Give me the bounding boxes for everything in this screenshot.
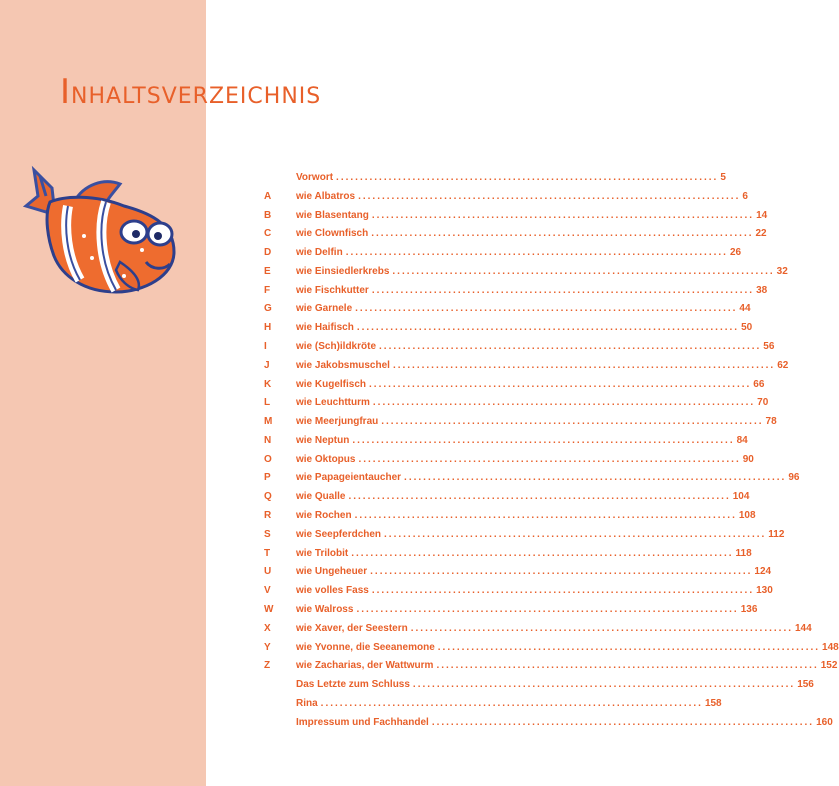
toc-leader-dots: ................................................................................ xyxy=(410,622,793,634)
toc-page-number: 66 xyxy=(753,378,765,390)
toc-leader-dots: ................................................................................ xyxy=(348,491,731,503)
toc-letter: Z xyxy=(264,660,271,672)
toc-entry-label: wie Oktopus xyxy=(296,453,356,465)
toc-row xyxy=(259,491,750,508)
toc-letter: H xyxy=(264,322,272,334)
toc-page-number: 38 xyxy=(756,284,768,296)
toc-entry-label: wie Meerjungfrau xyxy=(296,416,379,428)
toc-entry-label: wie Ungeheuer xyxy=(296,566,368,578)
clownfish-figurine-illustration xyxy=(24,166,192,306)
toc-entry xyxy=(296,585,773,597)
toc-leader-dots: ................................................................................ xyxy=(358,453,741,465)
toc-entry xyxy=(296,209,768,221)
toc-entry-label: wie Fischkutter xyxy=(296,284,369,296)
toc-letter: Y xyxy=(264,641,271,653)
toc-entry xyxy=(296,341,775,353)
toc-page-number: 6 xyxy=(742,190,748,202)
toc-row xyxy=(259,322,753,339)
toc-leader-dots: ................................................................................ xyxy=(369,378,752,390)
toc-letter: A xyxy=(264,190,272,202)
toc-page-number: 108 xyxy=(738,510,756,522)
toc-page-number: 62 xyxy=(777,359,789,371)
toc-entry-label: wie Walross xyxy=(296,603,354,615)
toc-row xyxy=(259,660,838,677)
title-initial: I xyxy=(60,72,72,112)
toc-row xyxy=(259,716,833,734)
toc-entry xyxy=(296,491,750,503)
toc-row xyxy=(259,303,751,320)
toc-entry-label: Vorwort xyxy=(296,172,334,183)
toc-row xyxy=(259,547,752,565)
toc-entry xyxy=(296,265,788,277)
toc-row xyxy=(259,416,777,433)
toc-row xyxy=(259,228,767,245)
toc-entry-label: wie Leuchtturm xyxy=(296,397,370,409)
toc-row xyxy=(259,209,768,227)
toc-entry xyxy=(296,641,839,653)
toc-letter: T xyxy=(264,547,271,559)
toc-page-number: 84 xyxy=(736,434,748,446)
toc-page-number: 5 xyxy=(720,172,726,183)
toc-row xyxy=(259,472,800,489)
toc-page-number: 118 xyxy=(735,547,752,559)
toc-entry-label: wie Xaver, der Seestern xyxy=(296,622,408,634)
toc-page-number: 14 xyxy=(756,209,768,221)
toc-letter: O xyxy=(264,453,272,465)
toc-leader-dots: ................................................................................ xyxy=(392,359,776,371)
toc-leader-dots: ................................................................................ xyxy=(381,416,764,428)
toc-row xyxy=(259,190,748,208)
toc-row xyxy=(259,622,812,640)
toc-leader-dots: ................................................................................ xyxy=(431,716,815,728)
toc-entry xyxy=(296,416,777,428)
toc-page-number: 104 xyxy=(732,491,750,503)
toc-leader-dots: ................................................................................ xyxy=(351,547,734,559)
toc-entry-label: wie Rochen xyxy=(296,510,352,522)
toc-letter: R xyxy=(264,510,272,522)
toc-entry xyxy=(296,322,753,334)
toc-leader-dots: ................................................................................ xyxy=(336,172,719,183)
toc-page-number: 144 xyxy=(795,622,812,634)
toc-leader-dots: ................................................................................ xyxy=(404,472,787,484)
toc-entry-label: wie Delfin xyxy=(296,247,343,259)
toc-leader-dots: ................................................................................ xyxy=(436,660,819,672)
toc-letter: Q xyxy=(264,491,272,503)
toc-leader-dots: ................................................................................ xyxy=(356,603,739,615)
toc-letter: C xyxy=(264,228,272,240)
toc-leader-dots: ................................................................................ xyxy=(320,697,703,709)
toc-page-number: 148 xyxy=(822,641,839,653)
toc-letter: E xyxy=(264,265,271,277)
toc-entry xyxy=(296,247,742,259)
toc-page-number: 112 xyxy=(768,528,785,540)
toc-row xyxy=(259,397,769,414)
toc-letter: G xyxy=(264,303,272,315)
toc-entry xyxy=(296,190,748,202)
toc-page-number: 50 xyxy=(741,322,753,334)
toc-letter: U xyxy=(264,566,272,578)
toc-entry xyxy=(296,622,812,634)
title-rest: NHALTSVERZEICHNIS xyxy=(71,84,322,109)
toc-entry-label: wie Haifisch xyxy=(296,322,354,334)
toc-row xyxy=(259,697,722,715)
toc-row xyxy=(259,679,814,696)
toc-entry-label: wie Yvonne, die Seeanemone xyxy=(296,641,435,653)
toc-entry-label: wie Zacharias, der Wattwurm xyxy=(296,660,434,672)
toc-entry xyxy=(296,472,800,484)
toc-leader-dots: ................................................................................ xyxy=(384,528,767,540)
toc-entry xyxy=(296,172,726,183)
page-title xyxy=(60,72,321,112)
toc-page-number: 130 xyxy=(756,585,773,597)
toc-entry-label: wie Qualle xyxy=(296,491,346,503)
toc-leader-dots: ................................................................................ xyxy=(392,265,775,277)
toc-letter: B xyxy=(264,209,272,221)
toc-page-number: 158 xyxy=(704,697,722,709)
toc-entry-label: wie Trilobit xyxy=(296,547,349,559)
toc-page-number: 44 xyxy=(739,303,751,315)
toc-entry-label: wie Einsiedlerkrebs xyxy=(296,265,390,277)
toc-entry xyxy=(296,228,767,240)
toc-leader-dots: ................................................................................ xyxy=(371,209,755,221)
toc-entry xyxy=(296,453,754,465)
toc-letter: P xyxy=(264,472,271,484)
toc-row xyxy=(259,603,758,621)
toc-leader-dots: ................................................................................ xyxy=(371,228,754,240)
toc-entry-label: wie Blasentang xyxy=(296,209,369,221)
toc-entry-label: wie Papageientaucher xyxy=(296,472,402,484)
toc-leader-dots: ................................................................................ xyxy=(371,284,755,296)
toc-leader-dots: ................................................................................ xyxy=(352,434,735,446)
toc-page-number: 124 xyxy=(754,566,772,578)
toc-row xyxy=(259,284,768,302)
toc-row xyxy=(259,172,726,189)
toc-entry xyxy=(296,566,772,578)
toc-entry-label: wie Seepferdchen xyxy=(296,528,382,540)
toc-leader-dots: ................................................................................ xyxy=(345,247,728,259)
toc-row xyxy=(259,585,773,602)
toc-entry-label: wie Kugelfisch xyxy=(296,378,367,390)
toc-leader-dots: ................................................................................ xyxy=(371,585,755,597)
toc-entry-label: Das Letzte zum Schluss xyxy=(296,679,410,691)
toc-row xyxy=(259,528,785,546)
toc-entry xyxy=(296,434,748,446)
toc-row xyxy=(259,510,756,527)
toc-entry xyxy=(296,510,756,522)
toc-row xyxy=(259,359,789,377)
toc-row xyxy=(259,247,742,264)
toc-entry-label: wie Jakobsmuschel xyxy=(296,359,390,371)
toc-entry-label: wie Neptun xyxy=(296,434,350,446)
toc-letter: I xyxy=(264,341,267,353)
toc-row xyxy=(259,378,765,396)
toc-page-number: 156 xyxy=(797,679,814,691)
toc-entry xyxy=(296,603,758,615)
toc-entry xyxy=(296,697,722,709)
toc-row xyxy=(259,341,775,358)
toc-entry xyxy=(296,378,765,390)
toc-letter: W xyxy=(264,603,274,615)
toc-entry xyxy=(296,528,785,540)
toc-letter: K xyxy=(264,378,272,390)
toc-entry-label: wie Clownfisch xyxy=(296,228,369,240)
toc-page-number: 70 xyxy=(757,397,769,409)
toc-leader-dots: ................................................................................ xyxy=(437,641,821,653)
toc-leader-dots: ................................................................................ xyxy=(370,566,753,578)
toc-leader-dots: ................................................................................ xyxy=(379,341,762,353)
toc-entry xyxy=(296,284,768,296)
toc-page-number: 160 xyxy=(816,716,833,728)
toc-letter: D xyxy=(264,247,272,259)
toc-page-number: 96 xyxy=(788,472,800,484)
toc-leader-dots: ................................................................................ xyxy=(412,679,796,691)
toc-entry xyxy=(296,359,789,371)
toc-row xyxy=(259,265,788,283)
toc-row xyxy=(259,566,772,583)
toc-leader-dots: ................................................................................ xyxy=(354,510,737,522)
toc-entry-label: wie (Sch)ildkröte xyxy=(296,341,377,353)
toc-page-number: 56 xyxy=(763,341,775,353)
toc-entry xyxy=(296,716,833,728)
toc-row xyxy=(259,434,748,452)
toc-entry xyxy=(296,547,752,559)
toc-entry-label: Rina xyxy=(296,697,318,709)
toc-letter: S xyxy=(264,528,271,540)
toc-entry-label: wie Albatros xyxy=(296,190,356,202)
toc-letter: N xyxy=(264,434,272,446)
toc-entry xyxy=(296,397,769,409)
toc-entry-label: wie Garnele xyxy=(296,303,353,315)
toc-entry xyxy=(296,303,751,315)
toc-page-number: 152 xyxy=(820,660,838,672)
left-color-band xyxy=(0,0,206,786)
toc-leader-dots: ................................................................................ xyxy=(355,303,738,315)
toc-page-number: 136 xyxy=(740,603,758,615)
toc-row xyxy=(259,453,754,471)
toc-letter: X xyxy=(264,622,271,634)
toc-entry-label: Impressum und Fachhandel xyxy=(296,716,429,728)
toc-letter: L xyxy=(264,397,271,409)
toc-letter: J xyxy=(264,359,270,371)
toc-row xyxy=(259,641,839,659)
toc-page-number: 22 xyxy=(755,228,767,240)
toc-leader-dots: ................................................................................ xyxy=(358,190,741,202)
toc-entry xyxy=(296,679,814,691)
toc-leader-dots: ................................................................................ xyxy=(372,397,756,409)
toc-letter: M xyxy=(264,416,273,428)
toc-page-number: 90 xyxy=(742,453,754,465)
toc-entry-label: wie volles Fass xyxy=(296,585,369,597)
toc-page-number: 32 xyxy=(776,265,788,277)
toc-letter: V xyxy=(264,585,271,597)
toc-page-number: 78 xyxy=(765,416,777,428)
toc-leader-dots: ................................................................................ xyxy=(356,322,740,334)
toc-page-number: 26 xyxy=(729,247,742,259)
toc-letter: F xyxy=(264,284,271,296)
toc-entry xyxy=(296,660,838,672)
